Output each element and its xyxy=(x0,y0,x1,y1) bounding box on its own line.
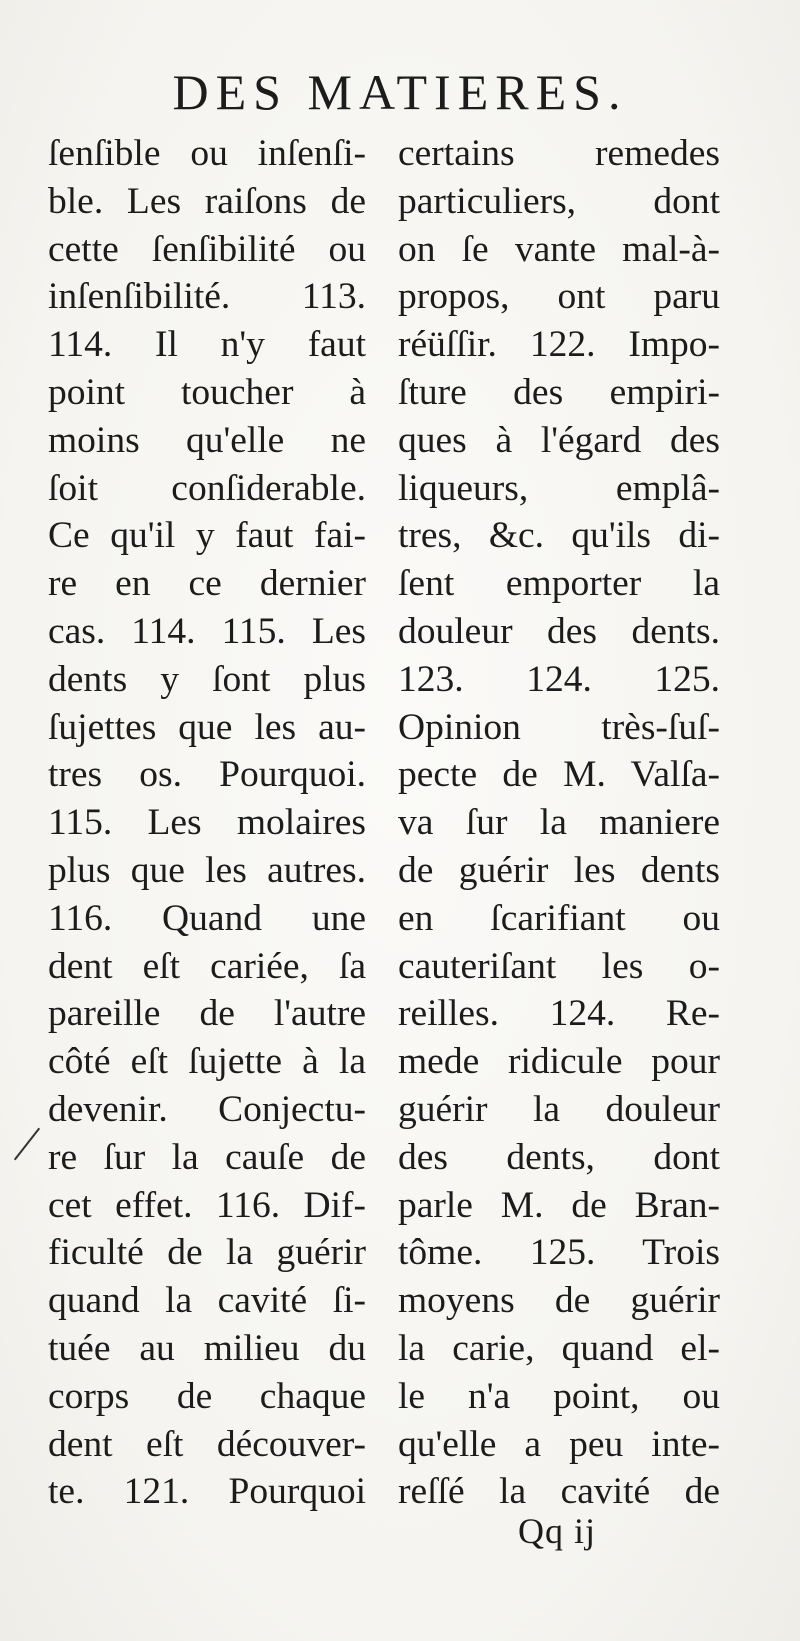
text-line: 115. Les molaires xyxy=(48,802,366,844)
left-text-column xyxy=(48,130,366,1516)
text-line: tôme. 125. Trois xyxy=(398,1232,720,1274)
text-line: douleur des dents. xyxy=(398,610,720,652)
text-line: quand la cavité ſi- xyxy=(48,1280,366,1322)
signature-mark: Qq ij xyxy=(518,1511,597,1551)
text-line: cette ſenſibilité ou xyxy=(48,228,366,270)
text-line: le n'a point, ou xyxy=(398,1375,720,1417)
text-line: propos, ont paru xyxy=(398,276,720,318)
text-line: parle M. de Bran- xyxy=(398,1184,720,1226)
text-line: cet effet. 116. Dif- xyxy=(48,1184,366,1226)
text-line: cas. 114. 115. Les xyxy=(48,610,366,652)
text-line: corps de chaque xyxy=(48,1375,366,1417)
text-line: tuée au milieu du xyxy=(48,1327,366,1369)
text-line: ſent emporter la xyxy=(398,563,720,605)
text-line: particuliers, dont xyxy=(398,180,720,222)
right-text-column xyxy=(398,130,720,1516)
text-line: devenir. Conjectu- xyxy=(48,1088,366,1130)
text-line: des dents, dont xyxy=(398,1136,720,1178)
text-line: mede ridicule pour xyxy=(398,1041,720,1083)
text-line: la carie, quand el- xyxy=(398,1327,720,1369)
text-line: ſujettes que les au- xyxy=(48,706,366,748)
text-line: ficulté de la guérir xyxy=(48,1232,366,1274)
text-line: cauteriſant les o- xyxy=(398,945,720,987)
text-line: dents y ſont plus xyxy=(48,658,366,700)
text-line: en ſcarifiant ou xyxy=(398,897,720,939)
text-line: de guérir les dents xyxy=(398,849,720,891)
text-line: on ſe vante mal-à- xyxy=(398,228,720,270)
text-line: certains remedes xyxy=(398,133,720,174)
text-line: réüſſir. 122. Impo- xyxy=(398,324,720,366)
text-line: dent eſt cariée, ſa xyxy=(48,945,366,987)
text-line: qu'elle a peu inte- xyxy=(398,1423,720,1465)
text-line: plus que les autres. xyxy=(48,849,366,891)
text-line: re ſur la cauſe de xyxy=(48,1136,366,1178)
text-line: inſenſibilité. 113. xyxy=(48,276,366,318)
text-line: re en ce dernier xyxy=(48,563,366,605)
text-line: dent eſt découver- xyxy=(48,1423,366,1465)
page-header: DES MATIERES. xyxy=(172,64,628,120)
text-line: ques à l'égard des xyxy=(398,419,720,461)
text-line: pecte de M. Valſa- xyxy=(398,754,720,796)
text-line: guérir la douleur xyxy=(398,1088,720,1130)
text-line: 114. Il n'y faut xyxy=(48,324,366,366)
text-line: 116. Quand une xyxy=(48,897,366,939)
text-line: point toucher à xyxy=(48,371,366,413)
text-line: ble. Les raiſons de xyxy=(48,180,366,222)
text-line: reſſé la cavité de xyxy=(398,1471,720,1513)
text-line: tres os. Pourquoi. xyxy=(48,754,366,796)
text-line: va ſur la maniere xyxy=(398,802,720,844)
text-line: moyens de guérir xyxy=(398,1280,720,1322)
text-line: reilles. 124. Re- xyxy=(398,993,720,1035)
text-line: tres, &c. qu'ils di- xyxy=(398,515,720,557)
text-line: Ce qu'il y faut fai- xyxy=(48,515,366,557)
text-line: liqueurs, emplâ- xyxy=(398,467,720,509)
text-line: ſenſible ou inſenſi- xyxy=(48,133,366,174)
text-line: Opinion très-ſuſ- xyxy=(398,706,720,748)
text-line: ſture des empiri- xyxy=(398,371,720,413)
text-line: te. 121. Pourquoi xyxy=(48,1471,366,1513)
text-line: côté eſt ſujette à la xyxy=(48,1041,366,1083)
text-line: pareille de l'autre xyxy=(48,993,366,1035)
margin-pen-mark xyxy=(14,1128,40,1161)
text-line: moins qu'elle ne xyxy=(48,419,366,461)
text-line: 123. 124. 125. xyxy=(398,658,720,700)
text-line: ſoit conſiderable. xyxy=(48,467,366,509)
